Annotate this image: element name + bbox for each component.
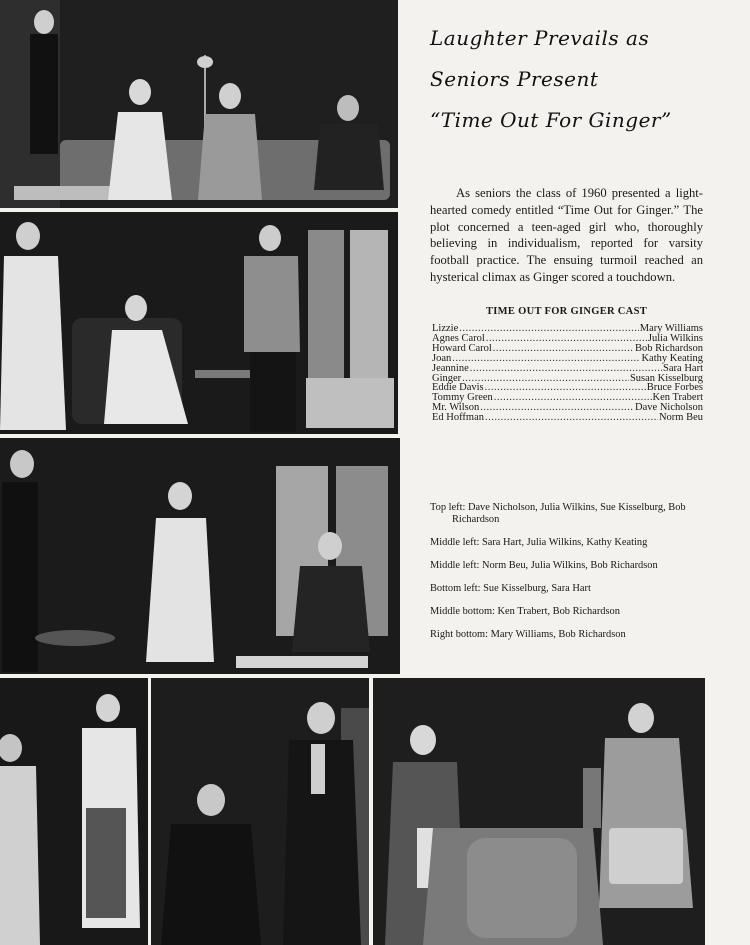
stage-scene-chair	[373, 678, 705, 945]
photo-right-bottom	[373, 678, 705, 945]
cast-actor: Bob Richardson	[635, 342, 703, 354]
cast-role: Lizzie	[432, 323, 459, 334]
stage-scene-two-men	[151, 678, 369, 945]
stage-scene-living-room	[0, 0, 398, 208]
cast-actor: Dave Nicholson	[635, 402, 703, 414]
title-line-1: Laughter Prevails as	[430, 26, 650, 50]
photo-top-left	[0, 0, 398, 208]
cast-role: Ed Hoffman	[432, 412, 485, 424]
title-line-3: “Time Out For Ginger”	[430, 108, 672, 132]
story-paragraph: As seniors the class of 1960 presented a light-hearted comedy entitled “Time Out for Ginger.” The plot concerned a teen-aged girl who, thoroughly believing in individualism, reported for varsity football practice. The ensuing turmoil reached an hysterical climax as Ginger scored a touchdown.	[430, 186, 703, 284]
caption-middle-bottom: Middle bottom: Ken Trabert, Bob Richardson	[430, 606, 620, 617]
stage-scene-parlor	[0, 438, 400, 674]
cast-role: Joan	[432, 352, 452, 364]
page-title	[430, 18, 740, 141]
title-line-2: Seniors Present	[430, 67, 599, 91]
stage-scene-kitchen	[0, 212, 398, 434]
cast-role: Agnes Carol	[432, 332, 485, 344]
caption-top-left: Top left: Dave Nicholson, Julia Wilkins, Sue Kisselburg, Bob Richardson	[430, 502, 686, 525]
cast-role: Jeannine	[432, 362, 469, 374]
caption-middle-left-1: Middle left: Sara Hart, Julia Wilkins, Kathy Keating	[430, 537, 648, 548]
cast-actor: Ken Trabert	[652, 392, 703, 404]
cast-actor: Julia Wilkins	[647, 332, 703, 344]
cast-actor: Sara Hart	[663, 362, 703, 374]
photo-middle-left-1	[0, 212, 398, 434]
caption-middle-left-2: Middle left: Norm Beu, Julia Wilkins, Bob Richardson	[430, 560, 658, 571]
photo-bottom-left	[0, 678, 148, 945]
caption-right-bottom: Right bottom: Mary Williams, Bob Richardson	[430, 629, 626, 640]
cast-role: Mr. Wilson	[432, 402, 480, 414]
stage-scene-girls	[0, 678, 148, 945]
caption-bottom-left: Bottom left: Sue Kisselburg, Sara Hart	[430, 583, 591, 594]
cast-role: Howard Carol	[432, 342, 492, 354]
cast-list	[432, 324, 703, 423]
photo-middle-left-2	[0, 438, 400, 674]
cast-actor: Susan Kisselburg	[629, 372, 703, 384]
cast-actor: Kathy Keating	[641, 352, 703, 364]
photo-captions	[430, 502, 715, 652]
cast-heading: TIME OUT FOR GINGER CAST	[485, 306, 648, 317]
cast-role: Tommy Green	[432, 392, 493, 404]
cast-role: Eddie Davis	[432, 382, 484, 394]
photo-middle-bottom	[151, 678, 369, 945]
cast-actor: Bruce Forbes	[646, 382, 703, 394]
cast-row	[432, 413, 703, 423]
cast-role: Ginger	[432, 372, 462, 384]
cast-actor: Norm Beu	[658, 412, 703, 424]
cast-actor: Mary Williams	[639, 323, 703, 334]
